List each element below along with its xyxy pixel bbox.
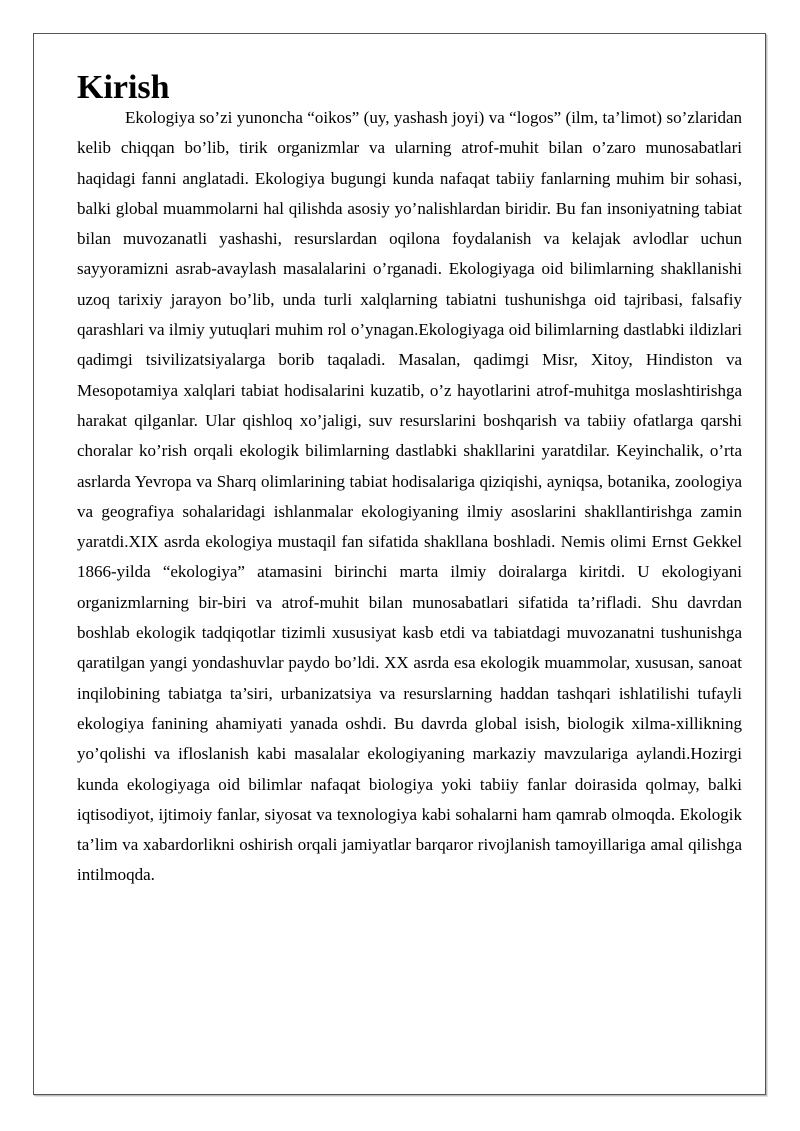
document-body: [77, 69, 742, 891]
section-heading: Kirish: [77, 69, 170, 106]
body-paragraph: Ekologiya so’zi yunoncha “oikos” (uy, yashash joyi) va “logos” (ilm, ta’limot) so’zlaridan kelib chiqqan bo’lib, tirik organizmlar va ularning atrof-muhit bilan o’zaro munosabatlari haqidagi fanni anglatadi. Ekologiya bugungi kunda nafaqat tabiiy fanlarning muhim bir sohasi, balki global muammolarni hal qilishda asosiy yo’nalishlardan biridir. Bu fan insoniyatning tabiat bilan muvozanatli yashashi, resurslardan oqilona foydalanish va kelajak avlodlar uchun sayyoramizni asrab-avaylash masalalarini o’rganadi. Ekologiyaga oid bilimlarning shakllanishi uzoq tarixiy jarayon bo’lib, unda turli xalqlarning tabiatni tushunishga oid tajribasi, falsafiy qarashlari va ilmiy yutuqlari muhim rol o’ynagan.Ekologiyaga oid bilimlarning dastlabki ildizlari qadimgi tsivilizatsiyalarga borib taqaladi. Masalan, qadimgi Misr, Xitoy, Hindiston va Mesopotamiya xalqlari tabiat hodisalarini kuzatib, o’z hayotlarini atrof-muhitga moslashtirishga harakat qilganlar. Ular qishloq xo’jaligi, suv resurslarini boshqarish va tabiiy ofatlarga qarshi choralar ko’rish orqali ekologik bilimlarning dastlabki shakllarini yaratdilar. Keyinchalik, o’rta asrlarda Yevropa va Sharq olimlarining tabiat hodisalariga qiziqishi, ayniqsa, botanika, zoologiya va geografiya sohalaridagi ishlanmalar ekologiyaning ilmiy asoslarini shakllantirishga zamin yaratdi.XIX asrda ekologiya mustaqil fan sifatida shakllana boshladi. Nemis olimi Ernst Gekkel 1866-yilda “ekologiya” atamasini birinchi marta ilmiy doiralarga kiritdi. U ekologiyani organizmlarning bir-biri va atrof-muhit bilan munosabatlari sifatida ta’rifladi. Shu davrdan boshlab ekologik tadqiqotlar tizimli xususiyat kasb etdi va tabiatdagi muvozanatni tushunishga qaratilgan yangi yondashuvlar paydo bo’ldi. XX asrda esa ekologik muammolar, xususan, sanoat inqilobining tabiatga ta’siri, urbanizatsiya va resurslarning haddan tashqari ishlatilishi tufayli ekologiya fanining ahamiyati yanada oshdi. Bu davrda global isish, biologik xilma-xillikning yo’qolishi va ifloslanish kabi masalalar ekologiyaning markaziy mavzulariga aylandi.Hozirgi kunda ekologiyaga oid bilimlar nafaqat biologiya yoki tabiiy fanlar doirasida qolmay, balki iqtisodiyot, ijtimoiy fanlar, siyosat va texnologiya kabi sohalarni ham qamrab olmoqda. Ekologik ta’lim va xabardorlikni oshirish orqali jamiyatlar barqaror rivojlanish tamoyillariga amal qilishga intilmoqda.: [77, 108, 742, 885]
